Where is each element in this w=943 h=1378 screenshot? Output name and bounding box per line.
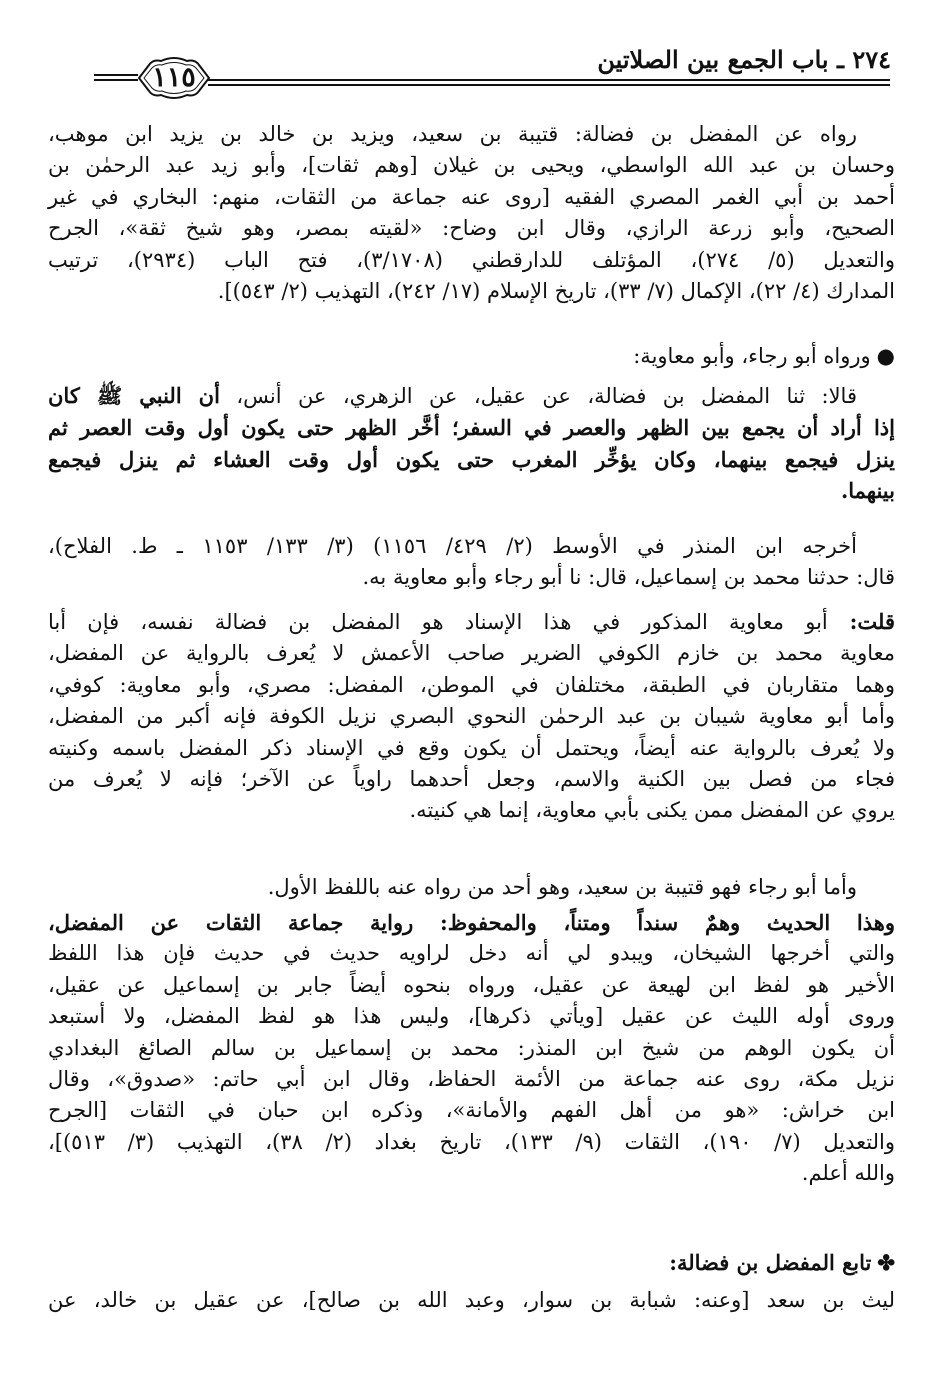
bullet-marker-icon: ●: [876, 343, 895, 368]
text-line: والله أعلم.: [801, 1161, 895, 1186]
text-line: معاوية محمد بن خازم الكوفي الضرير صاحب الأعمش لا يُعرف بالرواية عن المفضل،: [48, 641, 895, 666]
text-line: [48, 606, 895, 638]
paragraph-follow-up: [48, 1285, 895, 1316]
text-line: وحسان بن عبد الله الواسطي، ويحيى بن غيلان [وهم ثقات]، وأبو زيد عبد الرحمٰن بن: [48, 153, 895, 178]
text-line: وأما أبو معاوية شيبان بن عبد الرحمٰن النحوي البصري نزيل الكوفة فإنه أكبر من المفضل،: [48, 704, 895, 729]
text-line: ابن خراش: «هو من أهل الفهم والأمانة»، وذكره ابن حبان في الثقات [الجرح: [48, 1098, 895, 1123]
abu-raja-text: وأما أبو رجاء فهو قتيبة بن سعيد، وهو أحد من رواه عنه باللفظ الأول.: [267, 875, 857, 899]
header-rule-left: [94, 74, 138, 76]
text-line: فجاء من فصل بين الكنية والاسم، وجعل أحدهما راوياً عن الآخر؛ فإنه لا يُعرف من: [48, 767, 895, 792]
text-line: ينزل فيجمع بينهما، وكان يؤخِّر المغرب حتى يكون أول وقت العشاء ثم ينزل فيجمع: [48, 446, 895, 472]
text-line: وروى أوله الليث عن عقيل [ويأتي ذكرها]، وليس هذا هو لفظ المفضل، ولا أستبعد: [48, 1004, 895, 1029]
text-line: الصحيح، وأبو زرعة الرازي، وقال ابن وضاح: «لقيته بمصر، وهو شيخ ثقة»، الجرح: [48, 216, 895, 241]
section-marker-icon: ✤: [877, 1250, 895, 1275]
paragraph-abu-raja: [48, 872, 895, 903]
section-heading: تابع المفضل بن فضالة:: [669, 1250, 872, 1275]
text-line: يروي عن المفضل ممن يكنى بأبي معاوية، إنما هي كنيته.: [409, 798, 895, 823]
text-line: أحمد بن أبي الغمر المصري الفقيه [روى عنه جماعة من الثقات، منهم: البخاري في غير: [48, 184, 895, 209]
text-line: والتعديل (٥/ ٢٧٤)، المؤتلف للدارقطني (٣/١٧٠٨)، فتح الباب (٢٩٣٤)، ترتيب: [48, 247, 896, 272]
paragraph-variant-intro: [48, 340, 895, 372]
paragraph-hadith: [48, 380, 895, 507]
text-line: بينهما.: [840, 478, 895, 504]
text-line: قال: حدثنا محمد بن إسماعيل، قال: نا أبو رجاء وأبو معاوية به.: [362, 565, 895, 590]
text-line: والتي أخرجها الشيخان، ويبدو لي أنه دخل لراويه حديث في حديث فإن هذا اللفظ: [48, 941, 895, 966]
text-line: أن يكون الوهم من شيخ ابن المنذر: محمد بن إسماعيل بن سالم الصائغ البغدادي: [48, 1035, 895, 1060]
page-number-badge: [135, 55, 213, 101]
paragraph-conclusion: [48, 907, 895, 1190]
text-line: نزيل مكة، روى عنه جماعة من الأئمة الحفاظ، وقال ابن أبي حاتم: «صدوق»، وقال: [48, 1067, 895, 1092]
comment-label: قلت:: [827, 609, 895, 634]
header-rule-left: [94, 79, 138, 81]
text-line: رواه عن المفضل بن فضالة: قتيبة بن سعيد، ويزيد بن خالد بن يزيد ابن موهب،: [48, 122, 857, 146]
hadith-chain: قالا: ثنا المفضل بن فضالة، عن عقيل، عن الزهري، عن أنس،: [219, 384, 857, 408]
hadith-matn-start: أن النبي ﷺ كان: [48, 383, 220, 408]
text-line: وهذا الحديث وهمٌ سنداً ومتناً، والمحفوظ: رواية جماعة الثقات عن المفضل،: [48, 910, 895, 935]
text-line: والتعديل (٧/ ١٩٠)، الثقات (٩/ ١٣٣)، تاريخ بغداد (٢/ ٣٨)، التهذيب (٣/ ٥١٣)]،: [48, 1129, 895, 1154]
text-line: أخرجه ابن المنذر في الأوسط (٢/ ٤٢٩/ ١١٥٦) (٣/ ١٣٣/ ١١٥٣ ـ ط. الفلاح)،: [48, 534, 857, 558]
header-rule: [208, 79, 890, 81]
comment-first-line: أبو معاوية المذكور في هذا الإسناد هو المفضل بن فضالة نفسه، فإن أبا: [48, 610, 828, 634]
text-line: الأخير هو لفظ ابن لهيعة عن عقيل، ورواه بنحوه أيضاً جابر بن إسماعيل عن عقيل،: [48, 972, 895, 997]
header-rule: [208, 84, 890, 86]
page-number: ١١٥: [152, 62, 196, 93]
text-line: وهما متقاربان في الطبقة، مختلفان في الموطن، المفضل: مصري، وأبو معاوية: كوفي،: [48, 672, 895, 697]
text-line: المدارك (٤/ ٢٢)، الإكمال (٧/ ٣٣)، تاريخ الإسلام (١٧/ ٢٤٢)، التهذيب (٢/ ٥٤٣)].: [217, 279, 895, 304]
paragraph-follow-up-heading: [48, 1247, 895, 1279]
paragraph-comment: [48, 606, 895, 827]
paragraph-narrators: [48, 119, 895, 307]
chapter-header-title: ٢٧٤ ـ باب الجمع بين الصلاتين: [597, 45, 891, 74]
paragraph-takhrij: [48, 531, 895, 594]
variant-intro-text: ورواه أبو رجاء، وأبو معاوية:: [633, 344, 871, 368]
text-line: إذا أراد أن يجمع بين الظهر والعصر في السفر؛ أخَّر الظهر حتى يكون أول وقت العصر ثم: [48, 415, 895, 441]
text-line: [48, 380, 895, 412]
text-line: ولا يُعرف بالرواية عنه أيضاً، ويحتمل أن يكون وقع في الإسناد ذكر المفضل باسمه وكنيته: [48, 735, 895, 760]
text-line: ليث بن سعد [وعنه: شبابة بن سوار، وعبد الله بن صالح]، عن عقيل بن خالد، عن: [48, 1288, 895, 1312]
